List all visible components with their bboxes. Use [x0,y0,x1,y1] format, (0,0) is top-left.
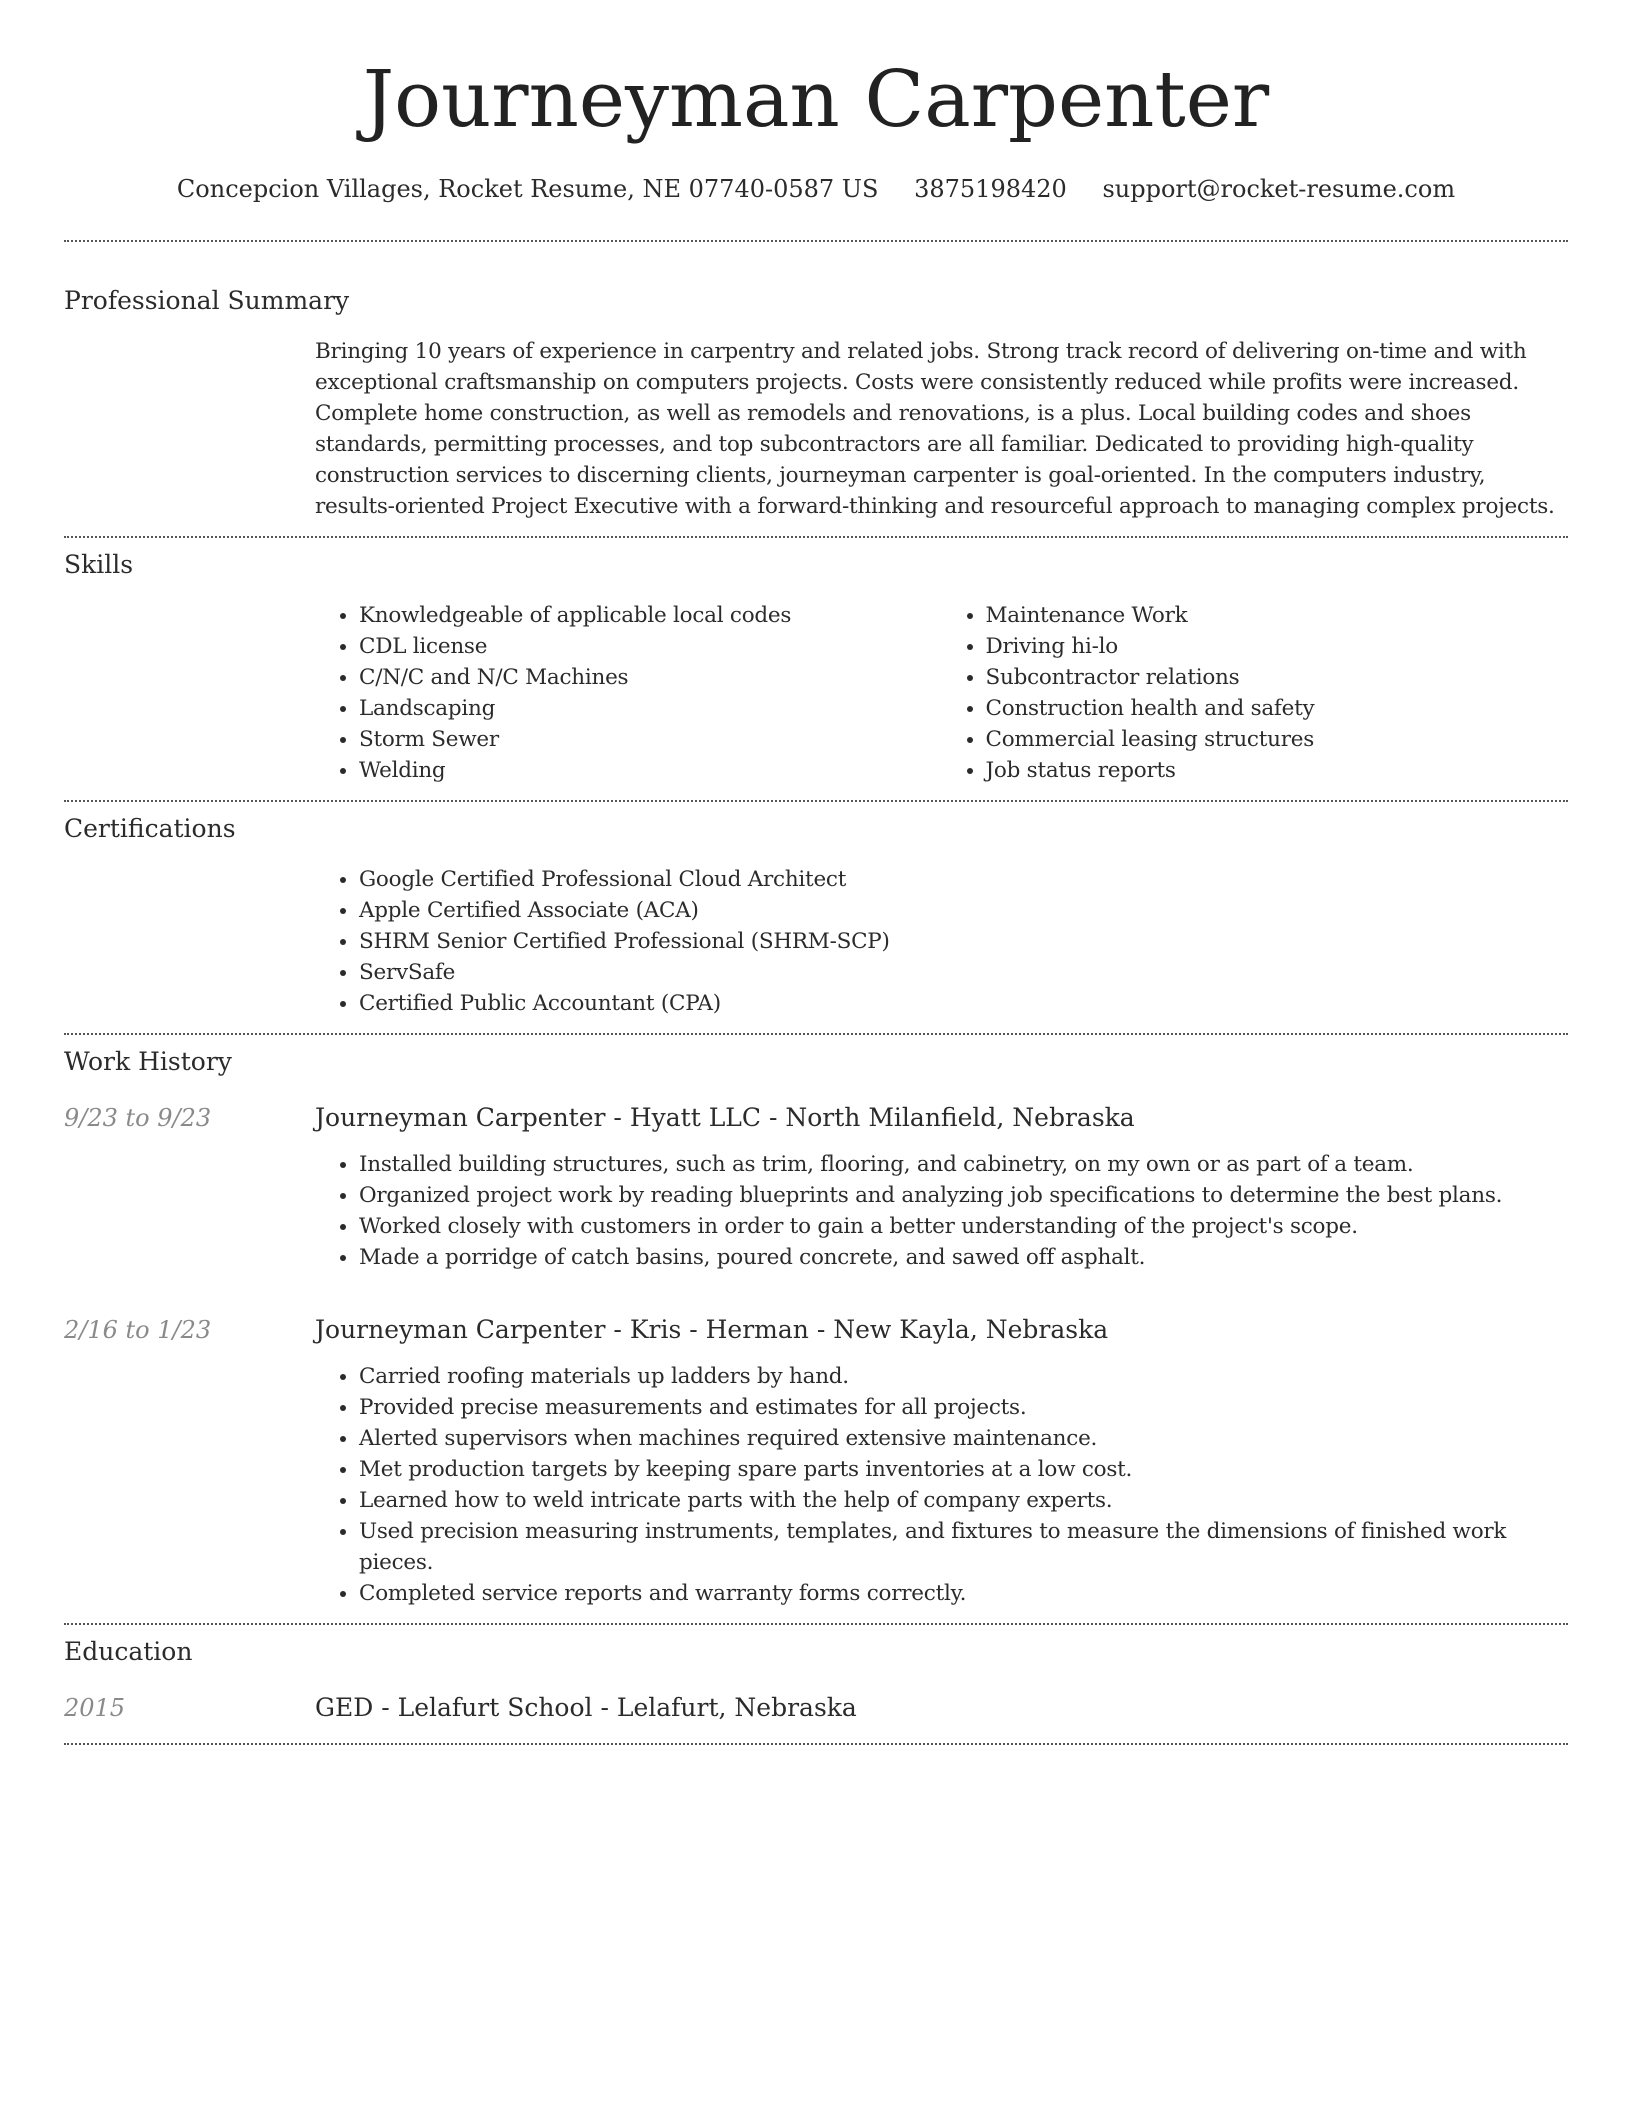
certification-item: • SHRM Senior Certified Professional (SHRM-SCP) [359,926,1568,957]
certification-item: • Google Certified Professional Cloud Architect [359,864,1568,895]
skill-item: • Subcontractor relations [986,662,1569,693]
contact-address: Concepcion Villages, Rocket Resume, NE 07740-0587 US [176,175,879,203]
job-dates: 9/23 to 9/23 [64,1104,212,1132]
job-bullet: • Installed building structures, such as trim, flooring, and cabinetry, on my own or as part of a team. [359,1149,1568,1180]
certification-item: • Apple Certified Associate (ACA) [359,895,1568,926]
job-bullets [315,1361,1568,1609]
job-bullet: • Organized project work by reading blueprints and analyzing job specifications to determine the best plans. [359,1180,1568,1211]
certifications-section [64,802,1568,1033]
work-history-section [64,1035,1568,1623]
skill-item: • Commercial leasing structures [986,724,1569,755]
summary-section [64,242,1568,536]
skill-item: • Driving hi-lo [986,631,1569,662]
contact-email: support@rocket-resume.com [1102,175,1456,203]
skill-item: • Job status reports [986,755,1569,786]
skill-item: • Construction health and safety [986,693,1569,724]
job-dates: 2/16 to 1/23 [64,1316,212,1344]
education-year: 2015 [64,1694,126,1722]
resume-name-title: Journeyman Carpenter [362,55,1270,145]
job-bullets [315,1149,1568,1273]
certifications-list [315,864,1568,1019]
job-bullet: • Alerted supervisors when machines required extensive maintenance. [359,1423,1568,1454]
skill-item: • Maintenance Work [986,600,1569,631]
job-bullet: • Met production targets by keeping spare parts inventories at a low cost. [359,1454,1568,1485]
job-bullet: • Learned how to weld intricate parts with the help of company experts. [359,1485,1568,1516]
job-bullet: • Worked closely with customers in order to gain a better understanding of the project's scope. [359,1211,1568,1242]
education-degree: GED - Lelafurt School - Lelafurt, Nebraska [315,1693,857,1722]
job-bullet: • Made a porridge of catch basins, poured concrete, and sawed off asphalt. [359,1242,1568,1273]
skills-section [64,538,1568,800]
summary-text: Bringing 10 years of experience in carpentry and related jobs. Strong track record of delivering on-time and with exceptional craftsmanship on computers projects. Costs were consistently reduced while profits were increased. Complete home construction, as well as remodels and renovations, is a plus. Local building codes and shoes standards, permitting processes, and top subcontractors are all familiar. Dedicated to providing high-quality construction services to discerning clients, journeyman carpenter is goal-oriented. In the computers industry, results-oriented Project Executive with a forward-thinking and resourceful approach to managing complex projects. [315,339,1555,519]
skill-item: • CDL license [359,631,942,662]
job-title: Journeyman Carpenter - Kris - Herman - New Kayla, Nebraska [315,1315,1109,1344]
resume-page [64,0,1568,1745]
job-title: Journeyman Carpenter - Hyatt LLC - North Milanfield, Nebraska [315,1103,1135,1132]
skill-item: • C/N/C and N/C Machines [359,662,942,693]
skill-item: • Welding [359,755,942,786]
contact-phone: 3875198420 [914,175,1067,203]
work-history-heading: Work History [64,1047,232,1076]
education-entry [64,1691,1568,1725]
education-heading: Education [64,1637,193,1666]
contact-line [64,172,1568,206]
job-bullet: • Carried roofing materials up ladders by hand. [359,1361,1568,1392]
section-divider [64,1743,1568,1745]
skills-heading: Skills [64,550,134,579]
job-bullet: • Provided precise measurements and estimates for all projects. [359,1392,1568,1423]
skill-item: • Landscaping [359,693,942,724]
certifications-heading: Certifications [64,814,236,843]
job-bullet: • Completed service reports and warranty forms correctly. [359,1578,1568,1609]
skill-item: • Storm Sewer [359,724,942,755]
summary-heading: Professional Summary [64,286,350,315]
skills-list-left [315,600,942,786]
certification-item: • Certified Public Accountant (CPA) [359,988,1568,1019]
certification-item: • ServSafe [359,957,1568,988]
job-entry [64,1313,1568,1623]
job-entry [64,1101,1568,1273]
job-bullet: • Used precision measuring instruments, templates, and fixtures to measure the dimensions of finished work pieces. [359,1516,1568,1578]
education-section [64,1625,1568,1743]
skill-item: • Knowledgeable of applicable local codes [359,600,942,631]
skills-list-right [942,600,1569,786]
